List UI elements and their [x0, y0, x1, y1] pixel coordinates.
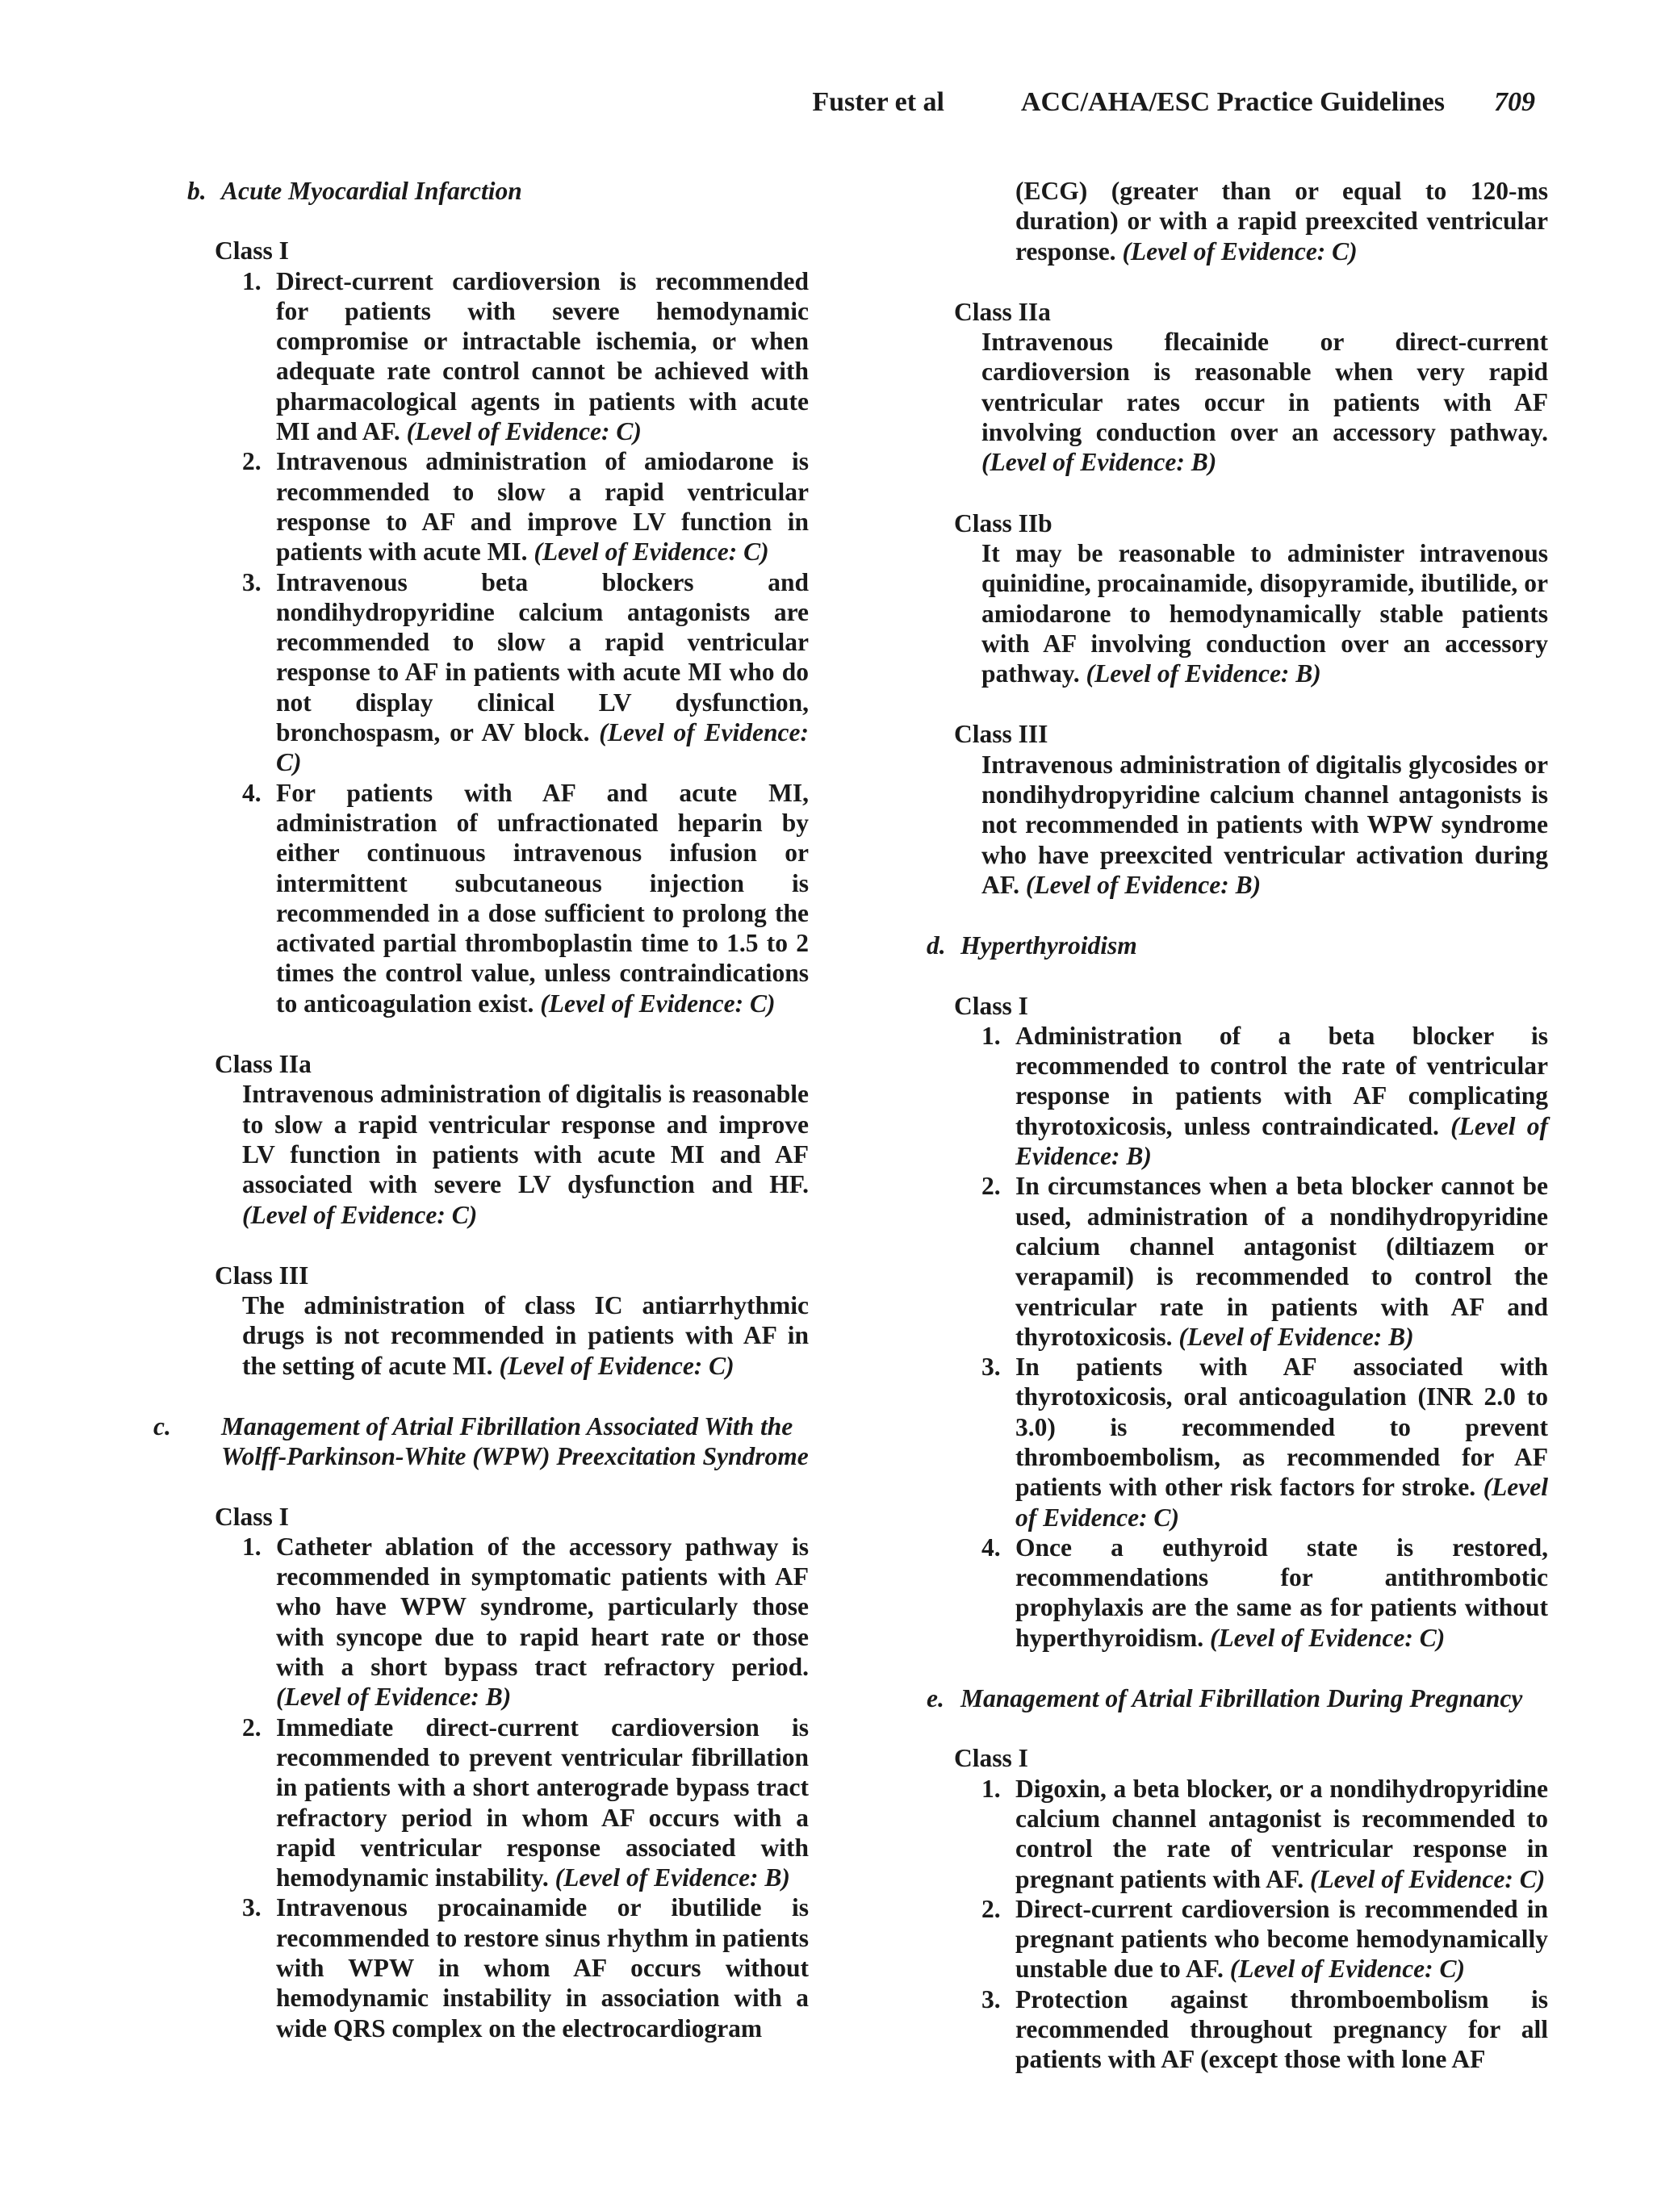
item-number: 3.	[981, 1353, 1001, 1382]
item-text: In patients with AF associated with thyrotoxicosis, oral anticoagulation (INR 2.0 to 3.0) is recommended to prevent thromboembolism, as recommended for AF patients with other risk factors for stroke.	[1015, 1353, 1548, 1502]
item-text: Immediate direct-current cardioversion is recommended to prevent ventricular fibrillation in patients with a short anterograde bypass tract refractory period in whom AF occurs with a rapid ventricular response associated with hemodynamic instability.	[276, 1712, 809, 1892]
item-number: 4.	[242, 778, 262, 807]
level-of-evidence: (Level of Evidence: C)	[1015, 1473, 1548, 1532]
item-number: 2.	[242, 1712, 262, 1742]
class-block-c-I	[215, 1502, 809, 2043]
level-of-evidence: (Level of Evidence: B)	[276, 1683, 512, 1712]
list-item	[242, 1532, 809, 1712]
header-journal-title: ACC/AHA/ESC Practice Guidelines	[1020, 87, 1445, 117]
list-item	[242, 1712, 809, 1893]
item-text: Digoxin, a beta blocker, or a nondihydropyridine calcium channel antagonist is recommended to control the rate of ventricular response in pregnant patients with AF.	[1015, 1774, 1548, 1893]
list-item	[242, 1892, 809, 2043]
continued-item-text	[981, 176, 1548, 266]
level-of-evidence: (Level of Evidence: B)	[554, 1863, 790, 1892]
level-of-evidence: (Level of Evidence: B)	[981, 448, 1217, 477]
section-letter: e.	[927, 1684, 944, 1713]
section-letter: c.	[153, 1411, 171, 1441]
item-number: 2.	[242, 447, 262, 476]
item-text: Intravenous procainamide or ibutilide is recommended to restore sinus rhythm in patients with WPW in whom AF occurs without hemodynamic instability in association with a wide QRS complex on the electrocardiogram	[276, 1893, 809, 2043]
recommendation-text	[981, 750, 1548, 900]
class-label: Class I	[954, 1744, 1028, 1773]
section-title: Hyperthyroidism	[960, 931, 1137, 960]
item-number: 1.	[242, 1532, 262, 1561]
list-item	[981, 1533, 1548, 1653]
item-text: Direct-current cardioversion is recommended for patients with severe hemodynamic compromise or intractable ischemia, or when adequate rate control cannot be achieved with pharmacological agents in patients with acute MI and AF.	[276, 266, 809, 446]
level-of-evidence: (Level of Evidence: C)	[499, 1351, 734, 1380]
item-number: 1.	[242, 266, 262, 295]
item-text: For patients with AF and acute MI, administration of unfractionated heparin by either continuous intravenous infusion or intermittent subcutaneous injection is recommended in a dose sufficient to prolong the activated partial thromboplastin time to 1.5 to 2 times the control value, unless contraindications to anticoagulation exist.	[276, 778, 809, 1018]
class-label: Class IIa	[215, 1050, 312, 1079]
item-number: 3.	[981, 1984, 1001, 2013]
item-number: 1.	[981, 1021, 1001, 1050]
class-label: Class IIb	[954, 508, 1052, 537]
list-item	[981, 1021, 1548, 1171]
class-label: Class I	[215, 1502, 289, 1531]
body-text: Intravenous administration of digitalis is reasonable to slow a rapid ventricular response and improve LV function in patients with acute MI and AF associated with severe LV dysfunction and HF.	[242, 1080, 809, 1199]
item-text: Intravenous administration of amiodarone is recommended to slow a rapid ventricular response to AF and improve LV function in patients with acute MI.	[276, 447, 809, 567]
list-item	[242, 446, 809, 567]
item-text: In circumstances when a beta blocker cannot be used, administration of a nondihydropyridine calcium channel antagonist (diltiazem or verapamil) is recommended to control the ventricular rate in patients with AF and thyrotoxicosis.	[1015, 1172, 1548, 1351]
class-label: Class III	[954, 720, 1048, 749]
list-item	[981, 1171, 1548, 1352]
class-block-c-IIa	[954, 297, 1548, 478]
body-text: The administration of class IC antiarrhythmic drugs is not recommended in patients with AF in the setting of acute MI.	[242, 1291, 809, 1380]
body-text: Intravenous administration of digitalis glycosides or nondihydropyridine calcium channel antagonists is not recommended in patients with WPW syndrome who have preexcited ventricular activation during AF.	[981, 750, 1548, 899]
level-of-evidence: (Level of Evidence: B)	[1178, 1322, 1414, 1351]
section-letter: d.	[927, 931, 946, 960]
class-label: Class III	[215, 1261, 309, 1290]
item-text: Once a euthyroid state is restored, recommendations for antithrombotic prophylaxis are the same as for patients without hyperthyroidism.	[1015, 1533, 1548, 1652]
item-number: 4.	[981, 1533, 1001, 1562]
class-block-e-I	[954, 1743, 1548, 2074]
item-number: 3.	[242, 567, 262, 596]
section-heading-d	[927, 930, 1548, 960]
body-text: It may be reasonable to administer intravenous quinidine, procainamide, disopyramide, ibutilide, or amiodarone to hemodynamically stable patients with AF involving conduction over an accessory pathway.	[981, 538, 1548, 688]
level-of-evidence: (Level of Evidence: C)	[1309, 1864, 1546, 1893]
level-of-evidence: (Level of Evidence: C)	[1229, 1955, 1466, 1984]
class-label: Class IIa	[954, 297, 1051, 326]
recommendation-text	[242, 1290, 809, 1381]
level-of-evidence: (Level of Evidence: C)	[540, 989, 776, 1018]
item-text: Catheter ablation of the accessory pathway is recommended in symptomatic patients with AF who have WPW syndrome, particularly those with syncope due to rapid heart rate or those with a short bypass tract refractory period.	[276, 1532, 809, 1682]
recommendation-text	[981, 538, 1548, 688]
level-of-evidence: (Level of Evidence: C)	[534, 537, 769, 567]
level-of-evidence: (Level of Evidence: C)	[1209, 1623, 1446, 1652]
item-text: Administration of a beta blocker is recommended to control the rate of ventricular response in patients with AF complicating thyrotoxicosis, unless contraindicated.	[1015, 1021, 1548, 1140]
class-label: Class I	[954, 991, 1028, 1020]
level-of-evidence: (Level of Evidence: C)	[1122, 236, 1358, 266]
list-item	[242, 266, 809, 447]
section-title: Management of Atrial Fibrillation Associated With the Wolff-Parkinson-White (WPW) Preexcitation Syndrome	[221, 1411, 809, 1471]
item-number: 1.	[981, 1774, 1001, 1803]
level-of-evidence: (Level of Evidence: B)	[1015, 1111, 1549, 1171]
item-number: 2.	[981, 1894, 1001, 1923]
left-column	[153, 176, 809, 2043]
recommendation-list	[242, 266, 809, 1018]
list-item	[242, 567, 809, 778]
recommendation-text	[981, 327, 1548, 477]
item-number: 3.	[242, 1893, 262, 1922]
level-of-evidence: (Level of Evidence: C)	[242, 1200, 478, 1229]
class-block-c-III	[954, 719, 1548, 900]
class-block-b-I	[215, 236, 809, 1018]
running-header	[0, 87, 1653, 123]
class-block-b-III	[215, 1261, 809, 1381]
level-of-evidence: (Level of Evidence: B)	[1086, 659, 1321, 688]
header-authors: Fuster et al	[812, 87, 944, 117]
section-heading-e	[927, 1683, 1548, 1713]
level-of-evidence: (Level of Evidence: B)	[1025, 870, 1262, 899]
recommendation-text	[242, 1079, 809, 1229]
body-text: (ECG) (greater than or equal to 120-ms duration) or with a rapid preexcited ventricular response.	[1015, 177, 1548, 266]
section-heading-c	[153, 1411, 809, 1472]
item-text: Protection against thromboembolism is recommended throughout pregnancy for all patients with AF (except those with lone AF	[1015, 1984, 1548, 2074]
class-block-c-IIb	[954, 508, 1548, 689]
item-number: 2.	[981, 1172, 1001, 1201]
level-of-evidence: (Level of Evidence: C)	[276, 718, 809, 777]
list-item	[981, 1984, 1548, 2075]
class-block-d-I	[954, 991, 1548, 1654]
body-text: Intravenous flecainide or direct-current cardioversion is reasonable when very rapid ventricular rates occur in patients with AF involving conduction over an accessory pathway.	[981, 328, 1548, 447]
list-item	[981, 1352, 1548, 1533]
class-block-b-IIa	[215, 1049, 809, 1230]
recommendation-list	[242, 1532, 809, 2043]
level-of-evidence: (Level of Evidence: C)	[406, 417, 642, 446]
section-title: Management of Atrial Fibrillation During Pregnancy	[960, 1684, 1523, 1713]
recommendation-list	[981, 1021, 1548, 1653]
header-page-number: 709	[1494, 87, 1535, 117]
section-letter: b.	[187, 177, 207, 205]
list-item	[981, 1894, 1548, 1984]
item-text: Intravenous beta blockers and nondihydropyridine calcium antagonists are recommended to slow a rapid ventricular response to AF in patients with acute MI who do not display clinical LV dysfunction, bronchospasm, or AV block.	[276, 567, 809, 747]
recommendation-list	[981, 1774, 1548, 2075]
section-heading-b	[187, 176, 809, 206]
class-label: Class I	[215, 236, 289, 266]
item-text: Direct-current cardioversion is recommended in pregnant patients who become hemodynamically unstable due to AF.	[1015, 1894, 1548, 1984]
section-title: Acute Myocardial Infarction	[221, 177, 522, 205]
right-column	[927, 176, 1548, 2075]
list-item	[242, 778, 809, 1018]
list-item	[981, 1774, 1548, 1894]
